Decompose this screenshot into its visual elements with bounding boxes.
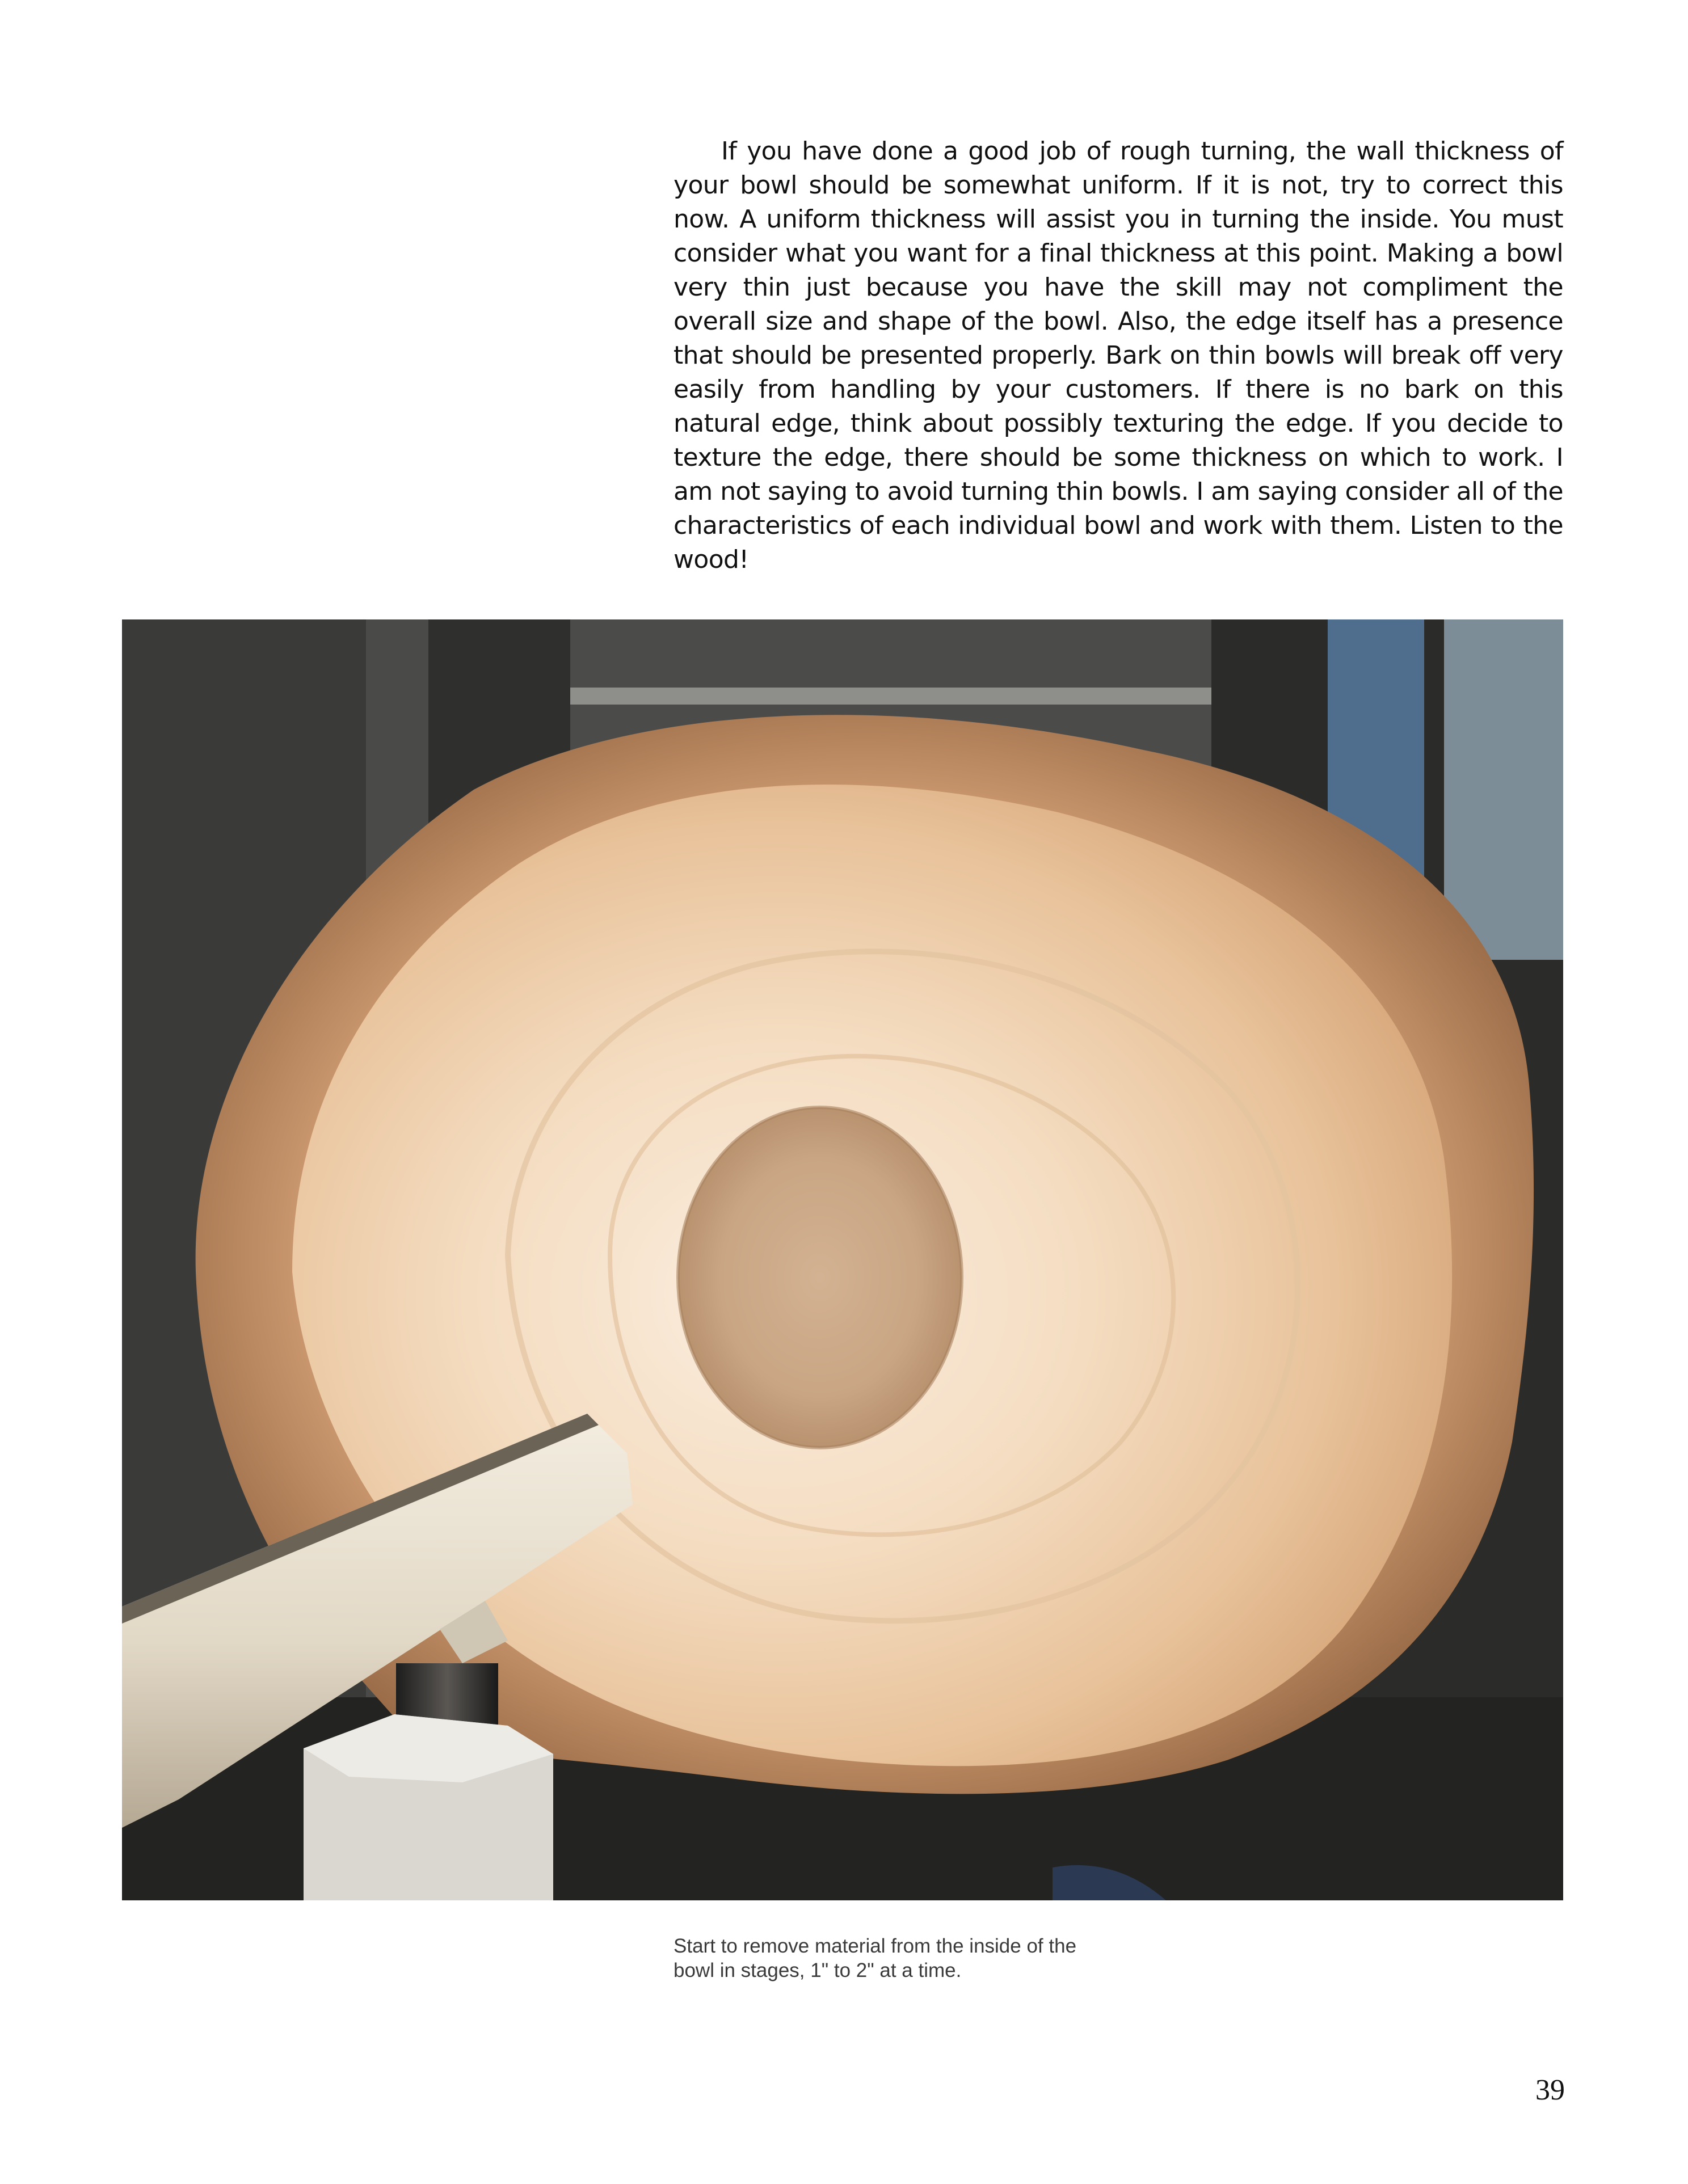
caption-line-1: Start to remove material from the inside of the bbox=[673, 1935, 1077, 1957]
page-number: 39 bbox=[1535, 2074, 1565, 2106]
caption-line-2: bowl in stages, 1" to 2" at a time. bbox=[673, 1959, 962, 1981]
figure-caption bbox=[673, 1934, 1139, 1983]
bowl-turning-photo bbox=[122, 619, 1563, 1900]
body-paragraph: If you have done a good job of rough turning, the wall thickness of your bowl should be somewhat uniform. If it is not, try to correct this now. A uniform thickness will assist you in turning the inside. You must consider what you want for a final thickness at this point. Making a bowl very thin just because you have the skill may not compliment the overall size and shape of the bowl. Also, the edge itself has a presence that should be presented properly. Bark on thin bowls will break off very easily from handling by your customers. If there is no bark on this natural edge, think about possibly texturing the edge. If you decide to texture the edge, there should be some thickness on which to work. I am not saying to avoid turning thin bowls. I am saying consider all of the characteristics of each individual bowl and work with them. Listen to the wood! bbox=[673, 137, 1563, 574]
